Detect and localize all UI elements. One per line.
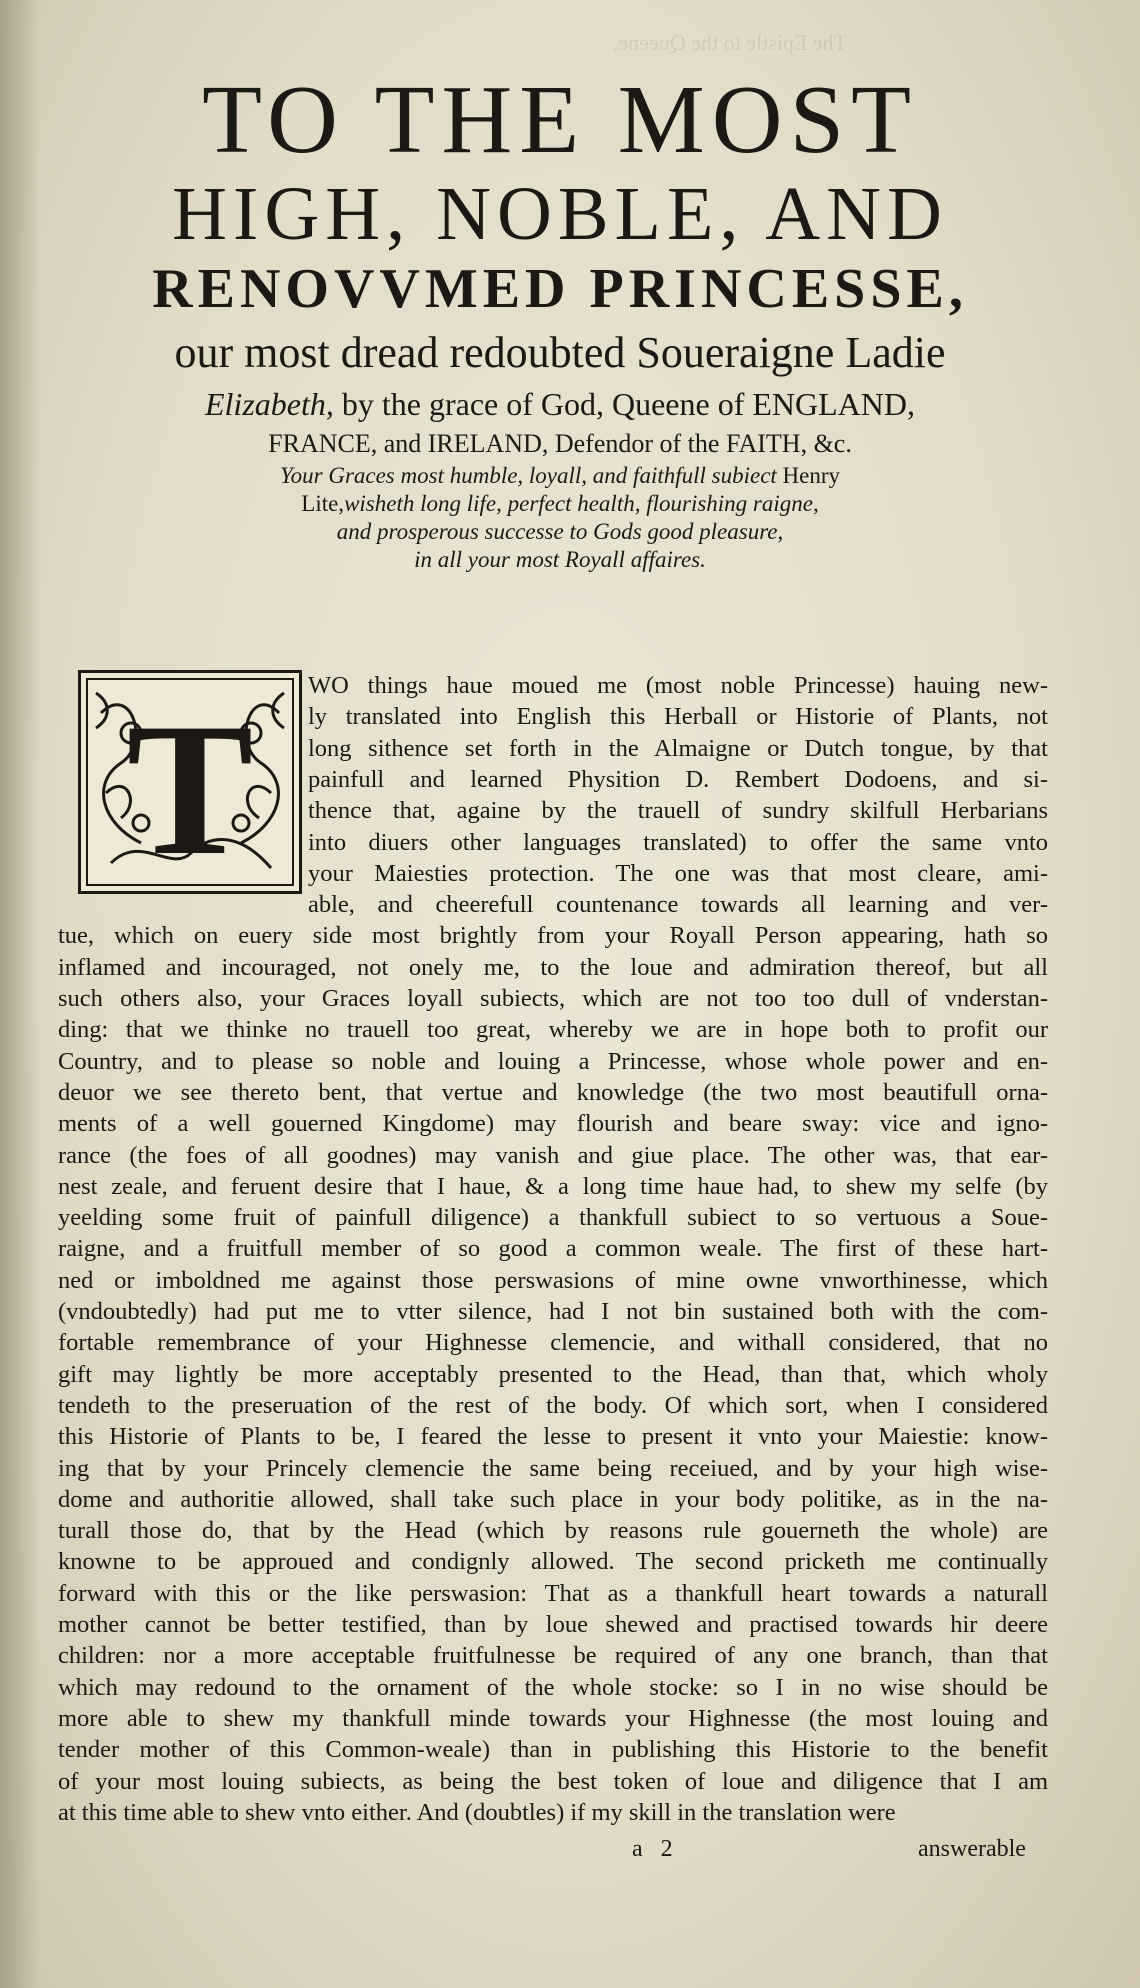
body-line: this Historie of Plants to be, I feared the lesse to present it vnto your Maiestie: know- xyxy=(58,1423,1048,1451)
page-footer xyxy=(0,1836,1140,1872)
body-line: forward with this or the like perswasion: That as a thankfull heart towards a naturall xyxy=(58,1579,1048,1607)
subtitle-1-italic: Your Graces most humble, loyall, and faithfull subiect xyxy=(279,463,777,488)
body-line: ing that by your Princely clemencie the same being receiued, and by your high wise- xyxy=(58,1454,1048,1482)
body-line: ned or imboldned me against those perswasions of mine owne vnworthinesse, which xyxy=(58,1266,1048,1294)
body-line: more able to shew my thankfull minde towards your Highnesse (the most louing and xyxy=(58,1704,1048,1732)
subtitle-2-italic: wisheth long life, perfect health, flourishing raigne, xyxy=(344,491,819,516)
title-line-1: TO THE MOST xyxy=(202,66,918,174)
title-line-5-rest: by the grace of God, Queene of ENGLAND, xyxy=(333,386,915,422)
subtitle-2-roman: Lite, xyxy=(301,491,345,516)
body-line: thence that, againe by the trauell of sundry skilfull Herbarians xyxy=(308,797,1048,825)
subtitle-line-2 xyxy=(40,490,1080,518)
body-line: children: nor a more acceptable fruitfulnesse be required of any one branch, than that xyxy=(58,1642,1048,1670)
subtitle-line-1 xyxy=(40,462,1080,490)
body-line: knowne to be approued and condignly allowed. The second pricketh me continually xyxy=(58,1548,1048,1576)
body-line: WO things haue moued me (most noble Princesse) hauing new- xyxy=(308,672,1048,699)
body-line: of your most louing subiects, as being the best token of loue and diligence that I am xyxy=(58,1767,1048,1795)
decorated-initial xyxy=(78,670,302,894)
subtitle-1-roman: Henry xyxy=(776,463,841,488)
body-line: ly translated into English this Herball or Historie of Plants, not xyxy=(308,703,1048,731)
body-line: painfull and learned Physition D. Rembert Dodoens, and si- xyxy=(308,765,1048,793)
body-line: at this time able to shew vnto either. And (doubtles) if my skill in the translation were xyxy=(58,1798,896,1826)
body-line: long sithence set forth in the Almaigne or Dutch tongue, by that xyxy=(308,734,1048,762)
dropcap-letter: T xyxy=(126,685,254,891)
signature-mark: a 2 xyxy=(632,1836,679,1862)
body-line: yeelding some fruit of painfull diligence) a thankfull subiect to so vertuous a Soue- xyxy=(58,1204,1048,1232)
body-line: tender mother of this Common-weale) than in publishing this Historie to the benefit xyxy=(58,1736,1048,1764)
show-through-running-head: The Epistle to the Queene. xyxy=(613,30,847,55)
body-line: able, and cheerefull countenance towards all learning and ver- xyxy=(308,891,1048,919)
body-line: raigne, and a fruitfull member of so good a common weale. The first of these hart- xyxy=(58,1235,1048,1263)
body-line: rance (the foes of all goodnes) may vanish and giue place. The other was, that ear- xyxy=(58,1141,1048,1169)
body-line: your Maiesties protection. The one was that most cleare, ami- xyxy=(308,859,1048,887)
floral-ornament-icon xyxy=(81,673,299,891)
page-gutter-shadow xyxy=(0,0,40,1988)
body-line: (vndoubtedly) had put me to vtter silence, had I not bin sustained both with the com- xyxy=(58,1298,1048,1325)
title-line-4: our most dread redoubted Soueraigne Ladie xyxy=(174,328,946,377)
title-block xyxy=(40,68,1080,574)
body-line: inflamed and incouraged, not onely me, to the loue and admiration thereof, but all xyxy=(58,953,1048,981)
body-line: fortable remembrance of your Highnesse clemencie, and withall considered, that no xyxy=(58,1329,1048,1357)
body-line: deuor we see thereto bent, that vertue and knowledge (the two most beautifull orna- xyxy=(58,1078,1048,1106)
title-line-6: FRANCE, and IRELAND, Defendor of the FAITH, &c. xyxy=(268,429,852,458)
subtitle-line-4: in all your most Royall affaires. xyxy=(414,547,706,572)
body-line: into diuers other languages translated) to offer the same vnto xyxy=(308,828,1048,856)
body-line: ding: that we thinke no trauell too great, whereby we are in hope both to profit our xyxy=(58,1016,1048,1044)
body-line: such others also, your Graces loyall subiects, which are not too too dull of vnderstan- xyxy=(58,985,1048,1012)
subtitle-line-3: and prosperous successe to Gods good pleasure, xyxy=(336,519,784,544)
title-line-2: HIGH, NOBLE, AND xyxy=(172,172,948,256)
body-line: turall those do, that by the Head (which by reasons rule gouerneth the whole) are xyxy=(58,1517,1048,1545)
body-line: which may redound to the ornament of the whole stocke: so I in no wise should be xyxy=(58,1673,1048,1701)
body-line: tue, which on euery side most brightly from your Royall Person appearing, hath so xyxy=(58,922,1048,950)
body-line: Country, and to please so noble and louing a Princesse, whose whole power and en- xyxy=(58,1047,1048,1075)
body-line: mother cannot be better testified, than by loue shewed and practised towards hir deere xyxy=(58,1611,1048,1638)
body-line: tendeth to the preseruation of the rest of the body. Of which sort, when I considered xyxy=(58,1391,1048,1419)
body-line: dome and authoritie allowed, shall take such place in your body politike, as in the na- xyxy=(58,1485,1048,1513)
title-line-3: RENOVVMED PRINCESSE, xyxy=(152,258,968,320)
body-line: ments of a well gouerned Kingdome) may flourish and beare sway: vice and igno- xyxy=(58,1110,1048,1138)
body-line: gift may lightly be more acceptably presented to the Head, than that, which wholy xyxy=(58,1360,1048,1388)
title-name-elizabeth: Elizabeth, xyxy=(204,386,334,422)
body-line: nest zeale, and feruent desire that I haue, & a long time haue had, to shew my selfe (by xyxy=(58,1172,1048,1200)
title-line-5 xyxy=(40,382,1080,426)
catchword: answerable xyxy=(918,1836,1026,1862)
